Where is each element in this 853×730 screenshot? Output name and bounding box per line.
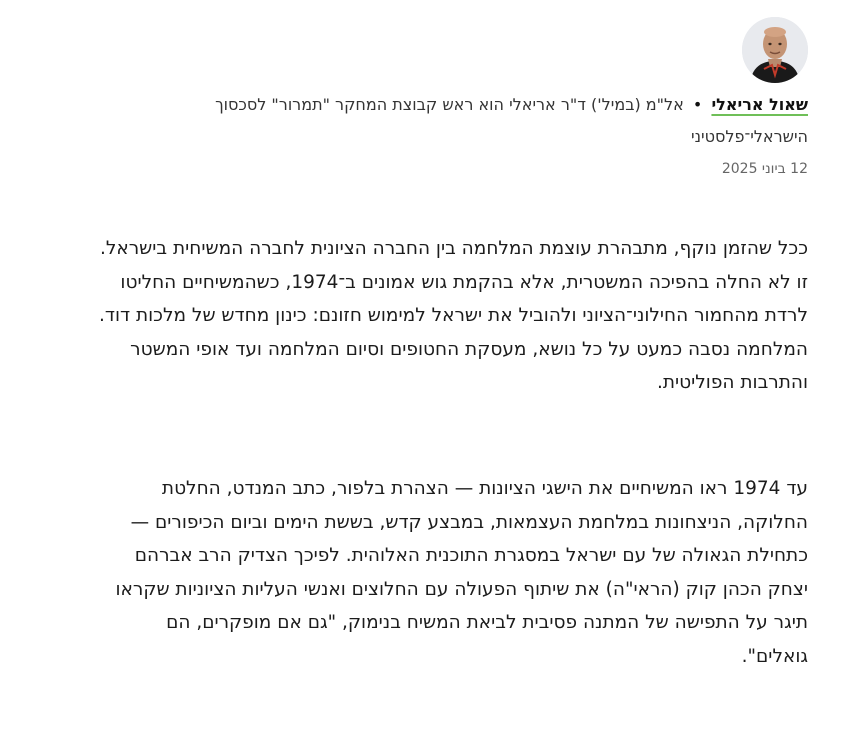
author-bio: אל"מ (במיל') ד"ר אריאלי הוא ראש קבוצת המחקר "תמרור" לסכסוך הישראלי־פלסטיני	[215, 95, 808, 146]
author-avatar[interactable]	[742, 17, 808, 83]
article-paragraph: עד 1974 ראו המשיחיים את הישגי הציונות — הצהרת בלפור, כתב המנדט, החלטת החלוקה, הניצחונות במלחמת העצמאות, במבצע קדש, בששת הימים וביום הכיפורים — כתחילת הגאולה של עם ישראל במסגרת התוכנית האלוהית. לפיכך הצדיק הרב אברהם יצחק הכהן קוק (הראי"ה) את שיתוף הפעולה עם החלוצים ואנשי העליות הציוניות שקראו תיגר על התפישה של המתנה פסיבית לביאת המשיח בנימוק, "גם אם מופקרים, הם גואלים".	[115, 478, 808, 667]
publish-date: 12 ביוני 2025	[721, 161, 808, 177]
article-paragraph: ככל שהזמן נוקף, מתבהרת עוצמת המלחמה בין החברה הציונית לחברה המשיחית בישראל. זו לא החלה בהפיכה המשטרית, אלא בהקמת גוש אמונים ב־1974, כשהמשיחיים החליטו לרדת מהחמור החילוני־הציוני ולהוביל את ישראל למימוש חזונם: כינון מחדש של מלכות דוד. המלחמה נסבה כמעט על כל נושא, מעסקת החטופים וסיום המלחמה ועד אופי המשטר והתרבות הפוליטית.	[98, 238, 808, 393]
author-photo-icon	[742, 17, 808, 83]
byline-separator: •	[692, 95, 703, 114]
author-name-link[interactable]: שאול אריאלי	[711, 95, 808, 114]
author-meta	[168, 89, 808, 153]
